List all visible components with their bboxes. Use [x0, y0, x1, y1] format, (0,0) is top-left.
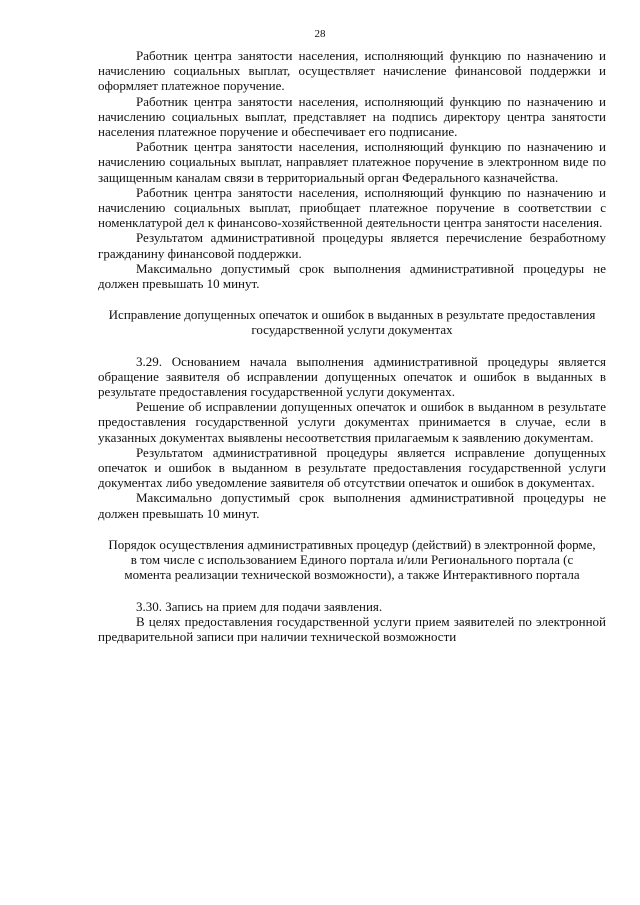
paragraph: Максимально допустимый срок выполнения административной процедуры не должен превышать 10 минут. [98, 490, 606, 521]
paragraph: В целях предоставления государственной услуги прием заявителей по электронной предварительной записи при наличии технической возможности [98, 613, 606, 644]
page-number: 28 [314, 28, 326, 40]
paragraph: Результатом административной процедуры является перечисление безработному гражданину финансовой поддержки. [98, 230, 606, 261]
paragraph: Работник центра занятости населения, исполняющий функцию по назначению и начислению социальных выплат, представляет на подпись директору центра занятости населения платежное поручение и обеспечивает его подписание. [98, 93, 606, 140]
document-body [98, 48, 606, 644]
paragraph: Решение об исправлении допущенных опечаток и ошибок в выданном в результате предоставления государственной услуги документах принимается в случае, если в указанных документах выявлены несоответствия прилагаемым к заявлению документам. [98, 399, 606, 445]
paragraph: 3.29. Основанием начала выполнения административной процедуры является обращение заявителя об исправлении допущенных опечаток и ошибок в выданных в результате предоставления государственной услуги документах. [98, 353, 606, 400]
paragraph: Максимально допустимый срок выполнения административной процедуры не должен превышать 10 минут. [98, 260, 606, 292]
section-heading: Порядок осуществления административных процедур (действий) в электронной форме, в том числе с использованием Единого портала и/или Регионального портала (с момента реализации технической возможности), а также Интерактивного портала [108, 536, 596, 583]
paragraph: 3.30. Запись на прием для подачи заявления. [136, 598, 383, 614]
paragraph: Результатом административной процедуры является исправление допущенных опечаток и ошибок в выданном в результате предоставления государственной услуги документах либо уведомление заявителя об отсутствии опечаток и ошибок в документах. [98, 444, 606, 491]
paragraph: Работник центра занятости населения, исполняющий функцию по назначению и начислению социальных выплат, приобщает платежное поручение в соответствии с номенклатурой дел к финансово-хозяйственной деятельности центра занятости населения. [98, 184, 606, 231]
paragraph: Работник центра занятости населения, исполняющий функцию по назначению и начислению социальных выплат, направляет платежное поручение в электронном виде по защищенным каналам связи в территориальный орган Федерального казначейства. [98, 139, 606, 185]
paragraph: Работник центра занятости населения, исполняющий функцию по назначению и начислению социальных выплат, осуществляет начисление финансовой поддержки и оформляет платежное поручение. [98, 48, 606, 94]
section-heading: Исправление допущенных опечаток и ошибок в выданных в результате предоставления государственной услуги документах [108, 307, 596, 338]
